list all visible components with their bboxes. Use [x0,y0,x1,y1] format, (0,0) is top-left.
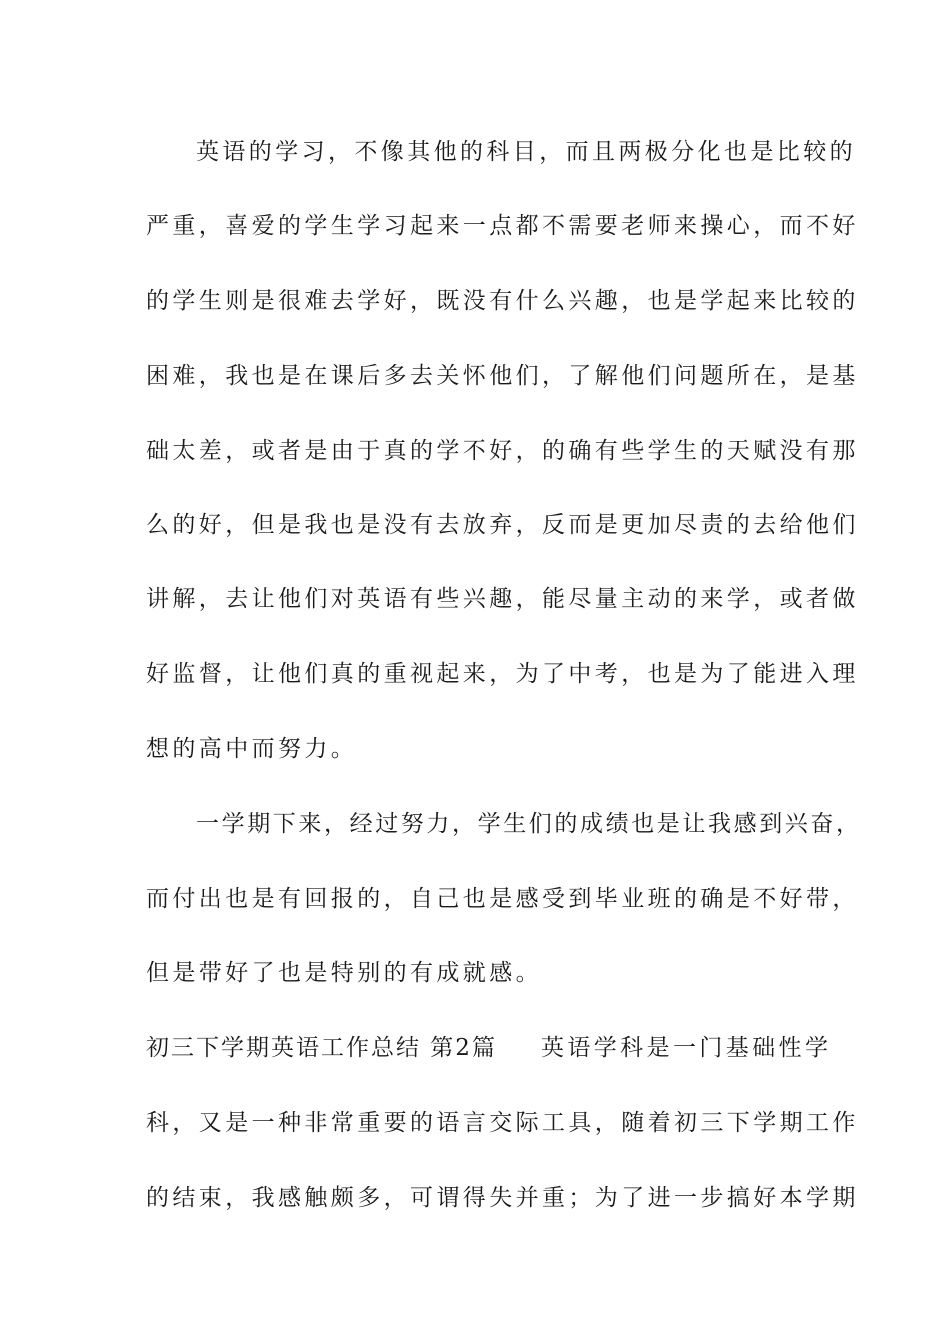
paragraph-line: 好监督，让他们真的重视起来，为了中考，也是为了能进入理 [146,661,859,687]
paragraph-line: 的结束，我感触颇多，可谓得失并重；为了进一步搞好本学期 [146,1185,859,1211]
section-heading-line [146,1033,832,1063]
paragraph-line: 讲解，去让他们对英语有些兴趣，能尽量主动的来学，或者做 [146,586,859,612]
paragraph-line: 的学生则是很难去学好，既没有什么兴趣，也是学起来比较的 [146,288,859,314]
paragraph-line: 么的好，但是我也是没有去放弃，反而是更加尽责的去给他们 [146,512,859,538]
paragraph-line: 困难，我也是在课后多去关怀他们，了解他们问题所在，是基 [146,363,859,389]
paragraph-line: 想的高中而努力。 [146,736,358,762]
paragraph-line: 础太差，或者是由于真的学不好，的确有些学生的天赋没有那 [146,438,859,464]
paragraph-start: 英语学科是一门基础性学 [540,1035,832,1061]
paragraph-line: 英语的学习，不像其他的科目，而且两极分化也是比较的 [196,139,856,165]
section-heading: 初三下学期英语工作总结 第2篇 [146,1035,497,1061]
paragraph-line: 一学期下来，经过努力，学生们的成绩也是让我感到兴奋， [196,811,862,837]
paragraph-line: 但是带好了也是特别的有成就感。 [146,960,542,986]
paragraph-line: 而付出也是有回报的，自己也是感受到毕业班的确是不好带， [146,886,859,912]
paragraph-line: 科，又是一种非常重要的语言交际工具，随着初三下学期工作 [146,1110,859,1136]
paragraph-line: 严重，喜爱的学生学习起来一点都不需要老师来操心，而不好 [146,213,859,239]
